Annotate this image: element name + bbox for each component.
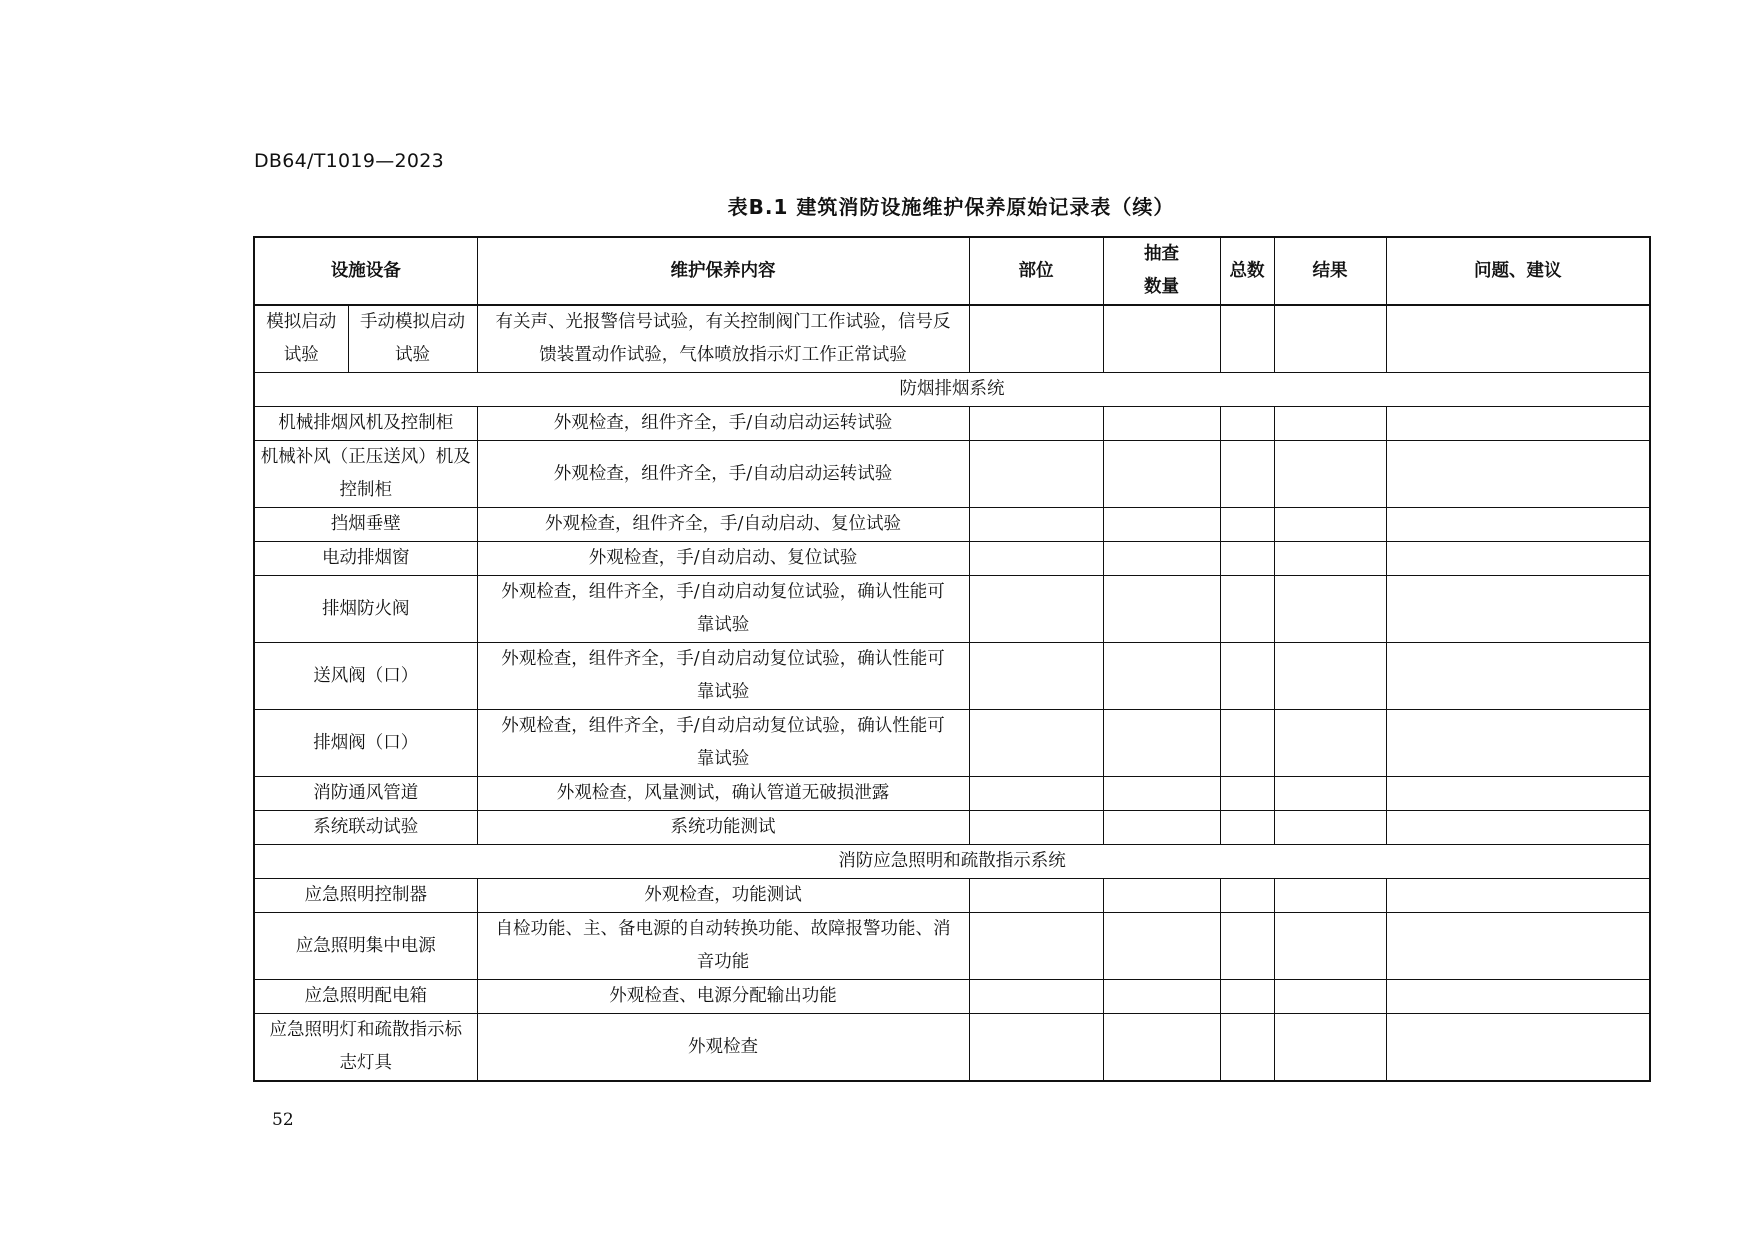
row-facility [254, 643, 477, 710]
cell-total[interactable] [1220, 643, 1274, 710]
cell-issues[interactable] [1386, 441, 1650, 508]
cell-total[interactable] [1220, 1014, 1274, 1082]
header-result: 结果 [1274, 237, 1386, 305]
cell-result[interactable] [1274, 508, 1386, 542]
row-content [477, 777, 969, 811]
page-number: 52 [272, 1110, 294, 1130]
row-facility [254, 811, 477, 845]
cell-issues[interactable] [1386, 407, 1650, 441]
cell-location[interactable] [969, 913, 1103, 980]
row-facility [254, 777, 477, 811]
header-issues: 问题、建议 [1386, 237, 1650, 305]
row-content [477, 508, 969, 542]
table-row [254, 913, 1650, 980]
maintenance-record-table [253, 236, 1651, 1082]
row-item-label [348, 305, 477, 373]
table-row [254, 710, 1650, 777]
cell-sample-qty[interactable] [1103, 710, 1220, 777]
cell-sample-qty[interactable] [1103, 811, 1220, 845]
section-emergency-lighting [254, 845, 1650, 879]
cell-total[interactable] [1220, 777, 1274, 811]
cell-total[interactable] [1220, 305, 1274, 373]
cell-location[interactable] [969, 879, 1103, 913]
section-emergency-lighting-label: 消防应急照明和疏散指示系统 [254, 845, 1650, 879]
row-content-text: 外观检查，手/自动启动、复位试验 [588, 548, 858, 568]
cell-issues[interactable] [1386, 811, 1650, 845]
row-facility-text: 排烟防火阀 [322, 598, 410, 619]
cell-result[interactable] [1274, 913, 1386, 980]
section-smoke-control-label: 防烟排烟系统 [254, 373, 1650, 407]
row-facility-text: 排烟阀（口） [313, 732, 419, 753]
row-content-text: 外观检查，组件齐全，手/自动启动复位试验，确认性能可 靠试验 [501, 716, 945, 769]
cell-issues[interactable] [1386, 777, 1650, 811]
header-sample-qty-label: 抽查 数量 [1144, 244, 1179, 297]
row-item-label-text: 手动模拟启动 试验 [360, 312, 465, 365]
row-facility-text: 电动排烟窗 [322, 548, 410, 568]
table-row [254, 441, 1650, 508]
cell-result[interactable] [1274, 811, 1386, 845]
row-content-text: 外观检查，组件齐全，手/自动启动运转试验 [553, 413, 893, 433]
row-content [477, 441, 969, 508]
cell-sample-qty[interactable] [1103, 576, 1220, 643]
cell-location[interactable] [969, 407, 1103, 441]
row-content [477, 710, 969, 777]
cell-total[interactable] [1220, 913, 1274, 980]
cell-sample-qty[interactable] [1103, 879, 1220, 913]
row-facility-text: 送风阀（口） [313, 665, 419, 686]
table-title: 表B.1 建筑消防设施维护保养原始记录表（续） [727, 195, 1175, 219]
row-facility [254, 441, 477, 508]
cell-result[interactable] [1274, 1014, 1386, 1082]
row-content [477, 576, 969, 643]
row-content [477, 1014, 969, 1082]
row-facility [254, 576, 477, 643]
cell-issues[interactable] [1386, 576, 1650, 643]
cell-issues[interactable] [1386, 643, 1650, 710]
cell-total[interactable] [1220, 576, 1274, 643]
cell-result[interactable] [1274, 777, 1386, 811]
row-facility [254, 879, 477, 913]
cell-result[interactable] [1274, 643, 1386, 710]
cell-total[interactable] [1220, 980, 1274, 1014]
cell-sample-qty[interactable] [1103, 441, 1220, 508]
row-facility [254, 913, 477, 980]
cell-result[interactable] [1274, 980, 1386, 1014]
row-content [477, 643, 969, 710]
row-content [477, 913, 969, 980]
cell-total[interactable] [1220, 542, 1274, 576]
table-row [254, 305, 1650, 373]
row-facility [254, 980, 477, 1014]
row-content-text: 外观检查，组件齐全，手/自动启动复位试验，确认性能可 靠试验 [501, 649, 945, 702]
table-row [254, 542, 1650, 576]
row-facility-text: 应急照明配电箱 [304, 986, 427, 1006]
row-group-label-text: 模拟启动 试验 [266, 312, 337, 365]
table-row [254, 980, 1650, 1014]
cell-total[interactable] [1220, 441, 1274, 508]
row-content-text: 外观检查，组件齐全，手/自动启动复位试验，确认性能可 靠试验 [501, 582, 945, 635]
row-content-text: 自检功能、主、备电源的自动转换功能、故障报警功能、消 音功能 [495, 919, 951, 972]
cell-result[interactable] [1274, 710, 1386, 777]
row-content [477, 811, 969, 845]
cell-sample-qty[interactable] [1103, 643, 1220, 710]
row-facility [254, 407, 477, 441]
row-content-text: 外观检查，功能测试 [644, 885, 802, 905]
header-facility: 设施设备 [254, 237, 477, 305]
document-code: DB64/T1019—2023 [254, 150, 445, 172]
row-facility-text: 应急照明集中电源 [295, 935, 436, 956]
row-content [477, 305, 969, 373]
table-row [254, 1014, 1650, 1082]
cell-sample-qty[interactable] [1103, 407, 1220, 441]
row-content-text: 外观检查，组件齐全，手/自动启动、复位试验 [545, 514, 901, 534]
cell-sample-qty[interactable] [1103, 542, 1220, 576]
row-content [477, 542, 969, 576]
cell-location[interactable] [969, 1014, 1103, 1082]
cell-location[interactable] [969, 777, 1103, 811]
row-content-text: 外观检查 [688, 1036, 758, 1057]
header-sample-qty [1103, 237, 1220, 305]
row-content-text: 系统功能测试 [670, 817, 776, 837]
cell-issues[interactable] [1386, 1014, 1650, 1082]
cell-result[interactable] [1274, 576, 1386, 643]
table-row [254, 643, 1650, 710]
cell-location[interactable] [969, 542, 1103, 576]
cell-result[interactable] [1274, 542, 1386, 576]
row-content-text: 有关声、光报警信号试验，有关控制阀门工作试验，信号反 馈装置动作试验，气体喷放指示灯工作正常试验 [495, 312, 951, 365]
row-facility-text: 消防通风管道 [313, 783, 419, 803]
cell-total[interactable] [1220, 879, 1274, 913]
cell-issues[interactable] [1386, 305, 1650, 373]
cell-result[interactable] [1274, 441, 1386, 508]
row-content [477, 879, 969, 913]
table-row [254, 879, 1650, 913]
row-facility-text: 挡烟垂壁 [330, 514, 401, 534]
cell-total[interactable] [1220, 508, 1274, 542]
cell-sample-qty[interactable] [1103, 777, 1220, 811]
cell-sample-qty[interactable] [1103, 305, 1220, 373]
row-content-text: 外观检查、电源分配输出功能 [609, 986, 837, 1006]
table-row [254, 777, 1650, 811]
row-facility-text: 应急照明控制器 [304, 885, 427, 905]
header-total: 总数 [1220, 237, 1274, 305]
section-smoke-control [254, 373, 1650, 407]
cell-issues[interactable] [1386, 913, 1650, 980]
cell-issues[interactable] [1386, 542, 1650, 576]
row-group-label [254, 305, 348, 373]
row-facility-text: 机械排烟风机及控制柜 [278, 413, 454, 433]
cell-total[interactable] [1220, 710, 1274, 777]
cell-location[interactable] [969, 305, 1103, 373]
cell-result[interactable] [1274, 879, 1386, 913]
row-content [477, 980, 969, 1014]
row-facility [254, 1014, 477, 1082]
row-content-text: 外观检查，组件齐全，手/自动启动运转试验 [553, 463, 893, 484]
cell-sample-qty[interactable] [1103, 1014, 1220, 1082]
row-facility [254, 710, 477, 777]
cell-sample-qty[interactable] [1103, 980, 1220, 1014]
row-facility-text: 机械补风（正压送风）机及 控制柜 [260, 447, 471, 500]
cell-result[interactable] [1274, 407, 1386, 441]
cell-total[interactable] [1220, 407, 1274, 441]
cell-issues[interactable] [1386, 710, 1650, 777]
cell-sample-qty[interactable] [1103, 508, 1220, 542]
header-row [254, 237, 1650, 305]
cell-location[interactable] [969, 576, 1103, 643]
cell-location[interactable] [969, 980, 1103, 1014]
cell-total[interactable] [1220, 811, 1274, 845]
row-content-text: 外观检查，风量测试，确认管道无破损泄露 [556, 783, 890, 803]
row-content [477, 407, 969, 441]
header-content: 维护保养内容 [477, 237, 969, 305]
cell-location[interactable] [969, 508, 1103, 542]
row-facility [254, 508, 477, 542]
cell-issues[interactable] [1386, 980, 1650, 1014]
row-facility-text: 系统联动试验 [313, 817, 419, 837]
table-row [254, 576, 1650, 643]
row-facility [254, 542, 477, 576]
table-row [254, 508, 1650, 542]
cell-location[interactable] [969, 710, 1103, 777]
row-facility-text: 应急照明灯和疏散指示标 志灯具 [269, 1020, 462, 1073]
cell-location[interactable] [969, 811, 1103, 845]
cell-issues[interactable] [1386, 508, 1650, 542]
header-location: 部位 [969, 237, 1103, 305]
cell-sample-qty[interactable] [1103, 913, 1220, 980]
table-row [254, 407, 1650, 441]
cell-location[interactable] [969, 643, 1103, 710]
cell-location[interactable] [969, 441, 1103, 508]
cell-result[interactable] [1274, 305, 1386, 373]
table-row [254, 811, 1650, 845]
cell-issues[interactable] [1386, 879, 1650, 913]
